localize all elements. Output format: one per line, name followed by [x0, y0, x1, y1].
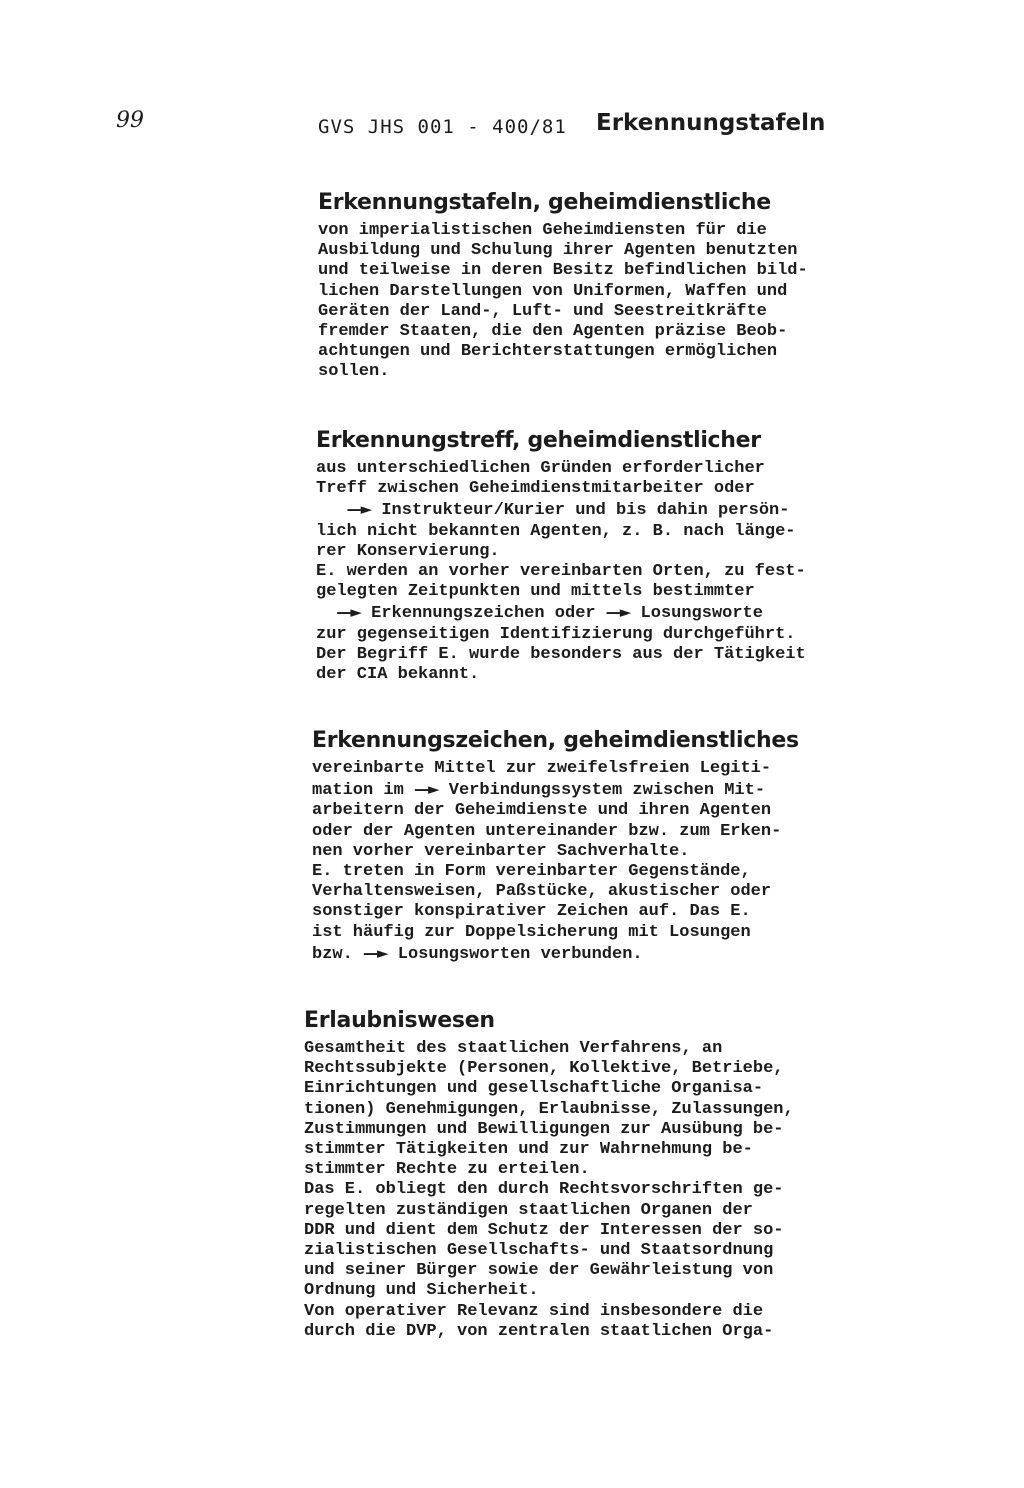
text-line: lich nicht bekannten Agenten, z. B. nach länge- — [316, 521, 796, 541]
text-line: Rechtssubjekte (Personen, Kollektive, Betriebe, — [304, 1059, 784, 1079]
text-line: gelegten Zeitpunkten und mittels bestimmter — [316, 582, 755, 602]
text-line: nen vorher vereinbarter Sachverhalte. — [312, 841, 690, 861]
text-line: Geräten der Land-, Luft- und Seestreitkräfte — [318, 301, 767, 321]
cross-reference-arrow-icon: —► — [414, 780, 439, 799]
text-line: Gesamtheit des staatlichen Verfahrens, an — [304, 1039, 723, 1058]
text-line: fremder Staaten, die den Agenten präzise Beob- — [318, 322, 788, 342]
text-fragment: Instrukteur/Kurier und bis dahin persön- — [371, 501, 790, 521]
text-fragment: Losungsworte — [630, 604, 763, 624]
page-number: 99 — [116, 108, 144, 133]
text-line-with-reference — [312, 943, 799, 965]
text-line: aus unterschiedlichen Gründen erforderlicher — [316, 459, 765, 478]
text-fragment: Verbindungssystem zwischen Mit- — [438, 781, 766, 801]
file-reference: GVS JHS 001 - 400/81 — [318, 116, 567, 138]
text-line: regelten zuständigen staatlichen Organen der — [304, 1200, 753, 1220]
text-line: oder der Agenten untereinander bzw. zum Erken- — [312, 821, 782, 841]
text-line-with-reference — [316, 602, 806, 624]
text-line: Verhaltensweisen, Paßstücke, akustischer oder — [312, 882, 772, 902]
text-line: Zustimmungen und Bewilligungen zur Ausübung be- — [304, 1119, 784, 1139]
cross-reference-arrow-icon: —► — [336, 603, 361, 622]
text-line: ist häufig zur Doppelsicherung mit Losungen — [312, 922, 751, 942]
text-line: Treff zwischen Geheimdienstmitarbeiter oder — [316, 479, 755, 499]
text-line: Ordnung und Sicherheit. — [304, 1281, 539, 1301]
text-line-with-reference — [312, 779, 799, 801]
text-fragment: Losungsworten verbunden. — [387, 944, 643, 964]
text-line: lichen Darstellungen von Uniformen, Waffen und — [318, 281, 788, 301]
cross-reference-arrow-icon: —► — [363, 943, 388, 962]
cross-reference-arrow-icon: —► — [605, 603, 631, 622]
entry-erkennungstafeln — [318, 188, 808, 383]
text-fragment: Erkennungszeichen oder — [360, 604, 596, 624]
entry-title: Erkennungstreff, geheimdienstlicher — [316, 428, 761, 453]
text-line: Das E. obliegt den durch Rechtsvorschriften ge- — [304, 1180, 784, 1200]
text-line: sollen. — [318, 362, 390, 382]
entry-title: Erkennungszeichen, geheimdienstliches — [312, 728, 799, 753]
text-line: arbeitern der Geheimdienste und ihren Agenten — [312, 801, 772, 821]
text-line: zur gegenseitigen Identifizierung durchgeführt. — [316, 624, 796, 644]
text-line: Von operativer Relevanz sind insbesondere die — [304, 1301, 764, 1321]
text-line: sonstiger konspirativer Zeichen auf. Das E. — [312, 902, 751, 922]
text-line: achtungen und Berichterstattungen ermöglichen — [318, 342, 778, 362]
text-line-with-reference — [316, 499, 806, 521]
text-line: und seiner Bürger sowie der Gewährleistung von — [304, 1261, 774, 1281]
running-head: Erkennungstafeln — [596, 110, 826, 136]
text-line: tionen) Genehmigungen, Erlaubnisse, Zulassungen, — [304, 1099, 794, 1119]
entry-erlaubniswesen — [304, 1006, 794, 1342]
text-line: stimmter Tätigkeiten und zur Wahrnehmung be- — [304, 1140, 753, 1160]
text-fragment: mation im — [312, 781, 404, 801]
text-fragment: bzw. — [312, 944, 353, 964]
text-line: und teilweise in deren Besitz befindlichen bild- — [318, 261, 808, 281]
text-line: E. werden an vorher vereinbarten Orten, zu fest- — [316, 562, 806, 582]
text-line: zialistischen Gesellschafts- und Staatsordnung — [304, 1241, 774, 1261]
text-line: von imperialistischen Geheimdiensten für die — [318, 221, 767, 240]
entry-title: Erkennungstafeln, geheimdienstliche — [318, 190, 771, 215]
text-line: rer Konservierung. — [316, 541, 500, 561]
entry-erkennungszeichen — [312, 726, 799, 965]
text-line: durch die DVP, von zentralen staatlichen Orga- — [304, 1321, 774, 1341]
entry-erkennungstreff — [316, 426, 806, 685]
entry-title: Erlaubniswesen — [304, 1008, 495, 1033]
cross-reference-arrow-icon: —► — [346, 500, 372, 519]
text-line: DDR und dient dem Schutz der Interessen der so- — [304, 1220, 784, 1240]
text-line: Einrichtungen und gesellschaftliche Organisa- — [304, 1079, 764, 1099]
entry-body — [304, 1039, 794, 1342]
text-line: vereinbarte Mittel zur zweifelsfreien Legiti- — [312, 759, 772, 778]
entry-body — [318, 221, 808, 383]
text-line: E. treten in Form vereinbarter Gegenstände, — [312, 862, 751, 882]
text-line: Der Begriff E. wurde besonders aus der Tätigkeit — [316, 644, 806, 664]
text-line: stimmter Rechte zu erteilen. — [304, 1160, 590, 1180]
entry-body — [312, 759, 799, 965]
text-line: Ausbildung und Schulung ihrer Agenten benutzten — [318, 241, 798, 261]
entry-body — [316, 459, 806, 685]
text-line: der CIA bekannt. — [316, 665, 480, 685]
